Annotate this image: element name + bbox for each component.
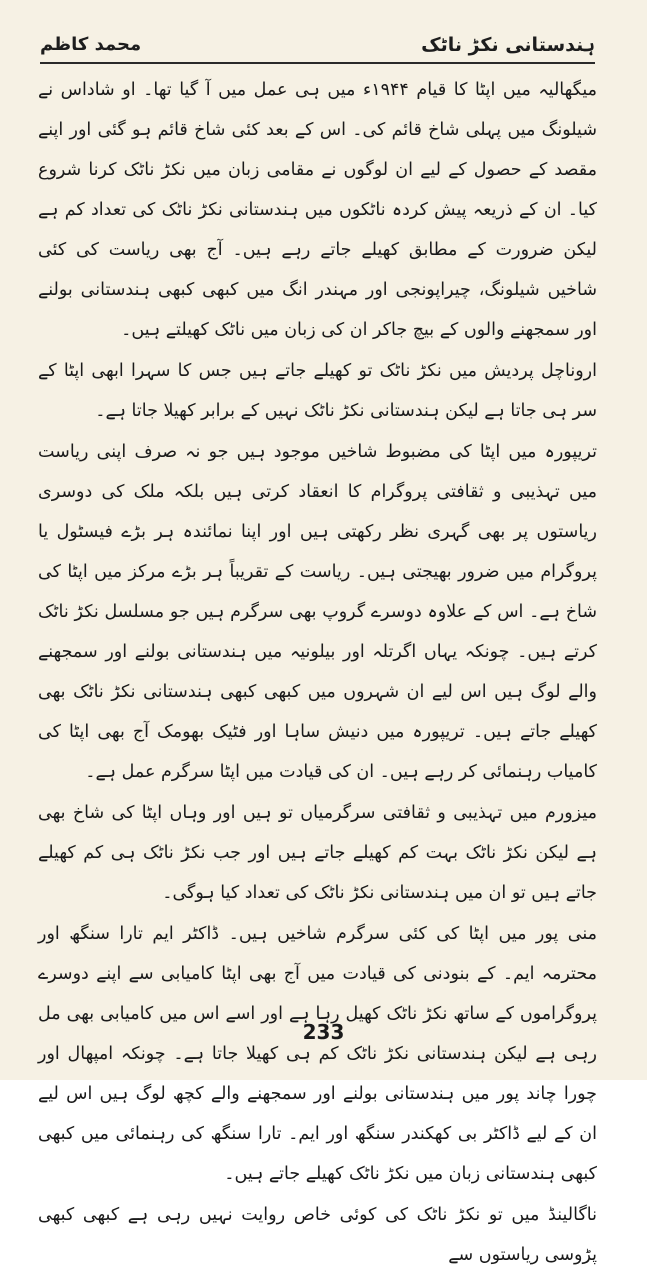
- paragraph-manipur: منی پور میں اپٹا کی کئی سرگرم شاخیں ہیں۔ ڈاکٹر ایم تارا سنگھ اور محترمہ ایم۔ کے بنودنی کی قیادت میں آج بھی اپٹا کامیابی سے اپنے دوسرے پروگراموں کے ساتھ نکڑ ناٹک کھیل رہا ہے اور اسے اس میں کامیابی بھی مل رہی ہے لیکن ہندستانی نکڑ ناٹک کم ہی کھیلا جاتا ہے۔ چونکہ امپھال اور چورا چاند پور میں ہندستانی بولنے اور سمجھنے والے کچھ لوگ ہیں اس لیے ان کے لیے ڈاکٹر بی کھکندر سنگھ اور ایم۔ تارا سنگھ کی رہنمائی میں کبھی کبھی ہندستانی زبان میں نکڑ ناٹک کھیلے جاتے ہیں۔: [38, 924, 597, 1184]
- paragraph-mizoram: میزورم میں تہذیبی و ثقافتی سرگرمیاں تو ہیں اور وہاں اپٹا کی شاخ بھی ہے لیکن نکڑ ناٹک بہت کم کھیلے جاتے ہیں اور جب نکڑ ناٹک ہی کم کھیلے جاتے ہیں تو ان میں ہندستانی نکڑ ناٹک کی تعداد کیا ہوگی۔: [38, 803, 597, 903]
- paragraph-nagaland: ناگالینڈ میں تو نکڑ ناٹک کی کوئی خاص روایت نہیں رہی ہے کبھی کبھی پڑوسی ریاستوں سے: [38, 1205, 597, 1265]
- author-name: محمد کاظم: [40, 34, 142, 55]
- page-number: 233: [302, 1020, 345, 1044]
- paragraph-arunachal: اروناچل پردیش میں نکڑ ناٹک تو کھیلے جاتے ہیں جس کا سہرا ابھی اپٹا کے سر ہی جاتا ہے لیکن ہندستانی نکڑ ناٹک نہیں کے برابر کھیلا جاتا ہے۔: [38, 361, 597, 421]
- book-title: ہندستانی نکڑ ناٹک: [421, 34, 595, 56]
- paragraph-meghalaya: میگھالیہ میں اپٹا کا قیام ۱۹۴۴ء میں ہی عمل میں آ گیا تھا۔ او شاداس نے شیلونگ میں پہلی شاخ قائم کی۔ اس کے بعد کئی شاخ قائم ہو گئی اور اپنے مقصد کے حصول کے لیے ان لوگوں نے مقامی زبان میں نکڑ ناٹک کرنا شروع کیا۔ ان کے ذریعہ پیش کردہ ناٹکوں میں ہندستانی نکڑ ناٹک کی تعداد کم ہے لیکن ضرورت کے مطابق کھیلے جاتے رہے ہیں۔ آج بھی ریاست کی کئی شاخیں شیلونگ، چیراپونجی اور مہندر انگ میں کبھی کبھی ہندستانی بولنے اور سمجھنے والوں کے بیچ جاکر ان کی زبان میں ناٹک کھیلتے ہیں۔: [38, 80, 597, 340]
- running-header: [40, 30, 595, 64]
- paragraph-tripura: تریپورہ میں اپٹا کی مضبوط شاخیں موجود ہیں جو نہ صرف اپنی ریاست میں تہذیبی و ثقافتی پروگرام کا انعقاد کرتی ہیں بلکہ ملک کی دوسری ریاستوں پر بھی گہری نظر رکھتی ہیں اور اپنا نمائندہ ہر بڑے فیسٹول یا پروگرام میں ضرور بھیجتی ہیں۔ ریاست کے تقریباً ہر بڑے مرکز میں اپٹا کی شاخ ہے۔ اس کے علاوہ دوسرے گروپ بھی سرگرم ہیں جو مسلسل نکڑ ناٹک کرتے ہیں۔ چونکہ یہاں اگرتلہ اور بیلونیہ میں ہندستانی بولنے اور سمجھنے والے لوگ ہیں اس لیے ان شہروں میں کبھی کبھی ہندستانی نکڑ ناٹک بھی کھیلے جاتے ہیں۔ تریپورہ میں دنیش ساہا اور فٹیک بھومک آج بھی اپٹا کی کامیاب رہنمائی کر رہے ہیں۔ ان کی قیادت میں اپٹا سرگرم عمل ہے۔: [38, 442, 597, 782]
- body-text: [38, 70, 597, 1276]
